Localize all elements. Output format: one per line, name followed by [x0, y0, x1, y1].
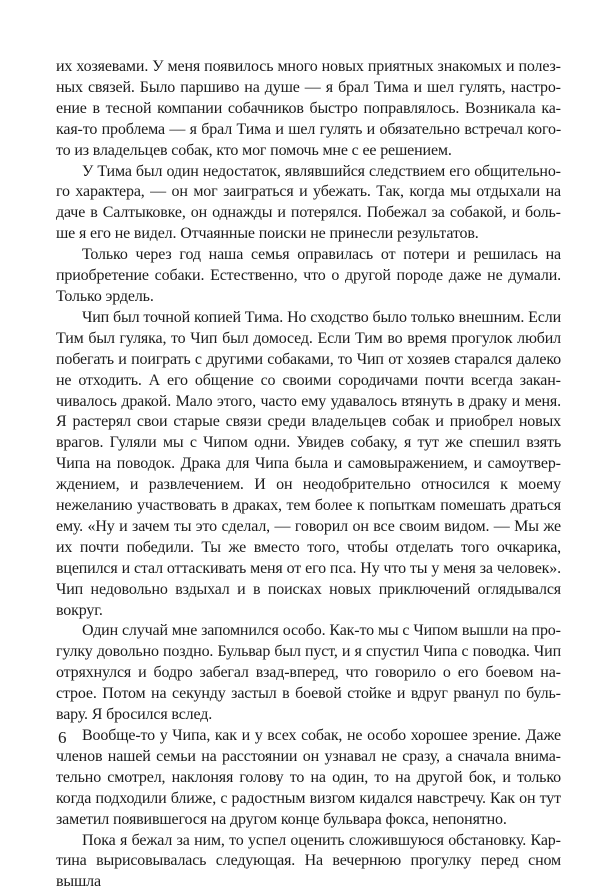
paragraph-chase: Пока я бежал за ним, то успел оценить сложившуюся обстановку. Картина вырисовывалась следующая. На вечернюю прогулку перед сном вышла	[56, 831, 561, 891]
paragraph-incident: Один случай мне запомнился особо. Как-то мы с Чипом вышли на прогулку довольно поздно. Бульвар был пуст, и я спустил Чипа с поводка. Чип отряхнулся и бодро забегал взад-вперед, что говорило о его боевом настрое. Потом на секунду застыл в боевой стойке и вдруг рванул по бульвару. Я бросился вслед.	[56, 622, 561, 724]
paragraph-eyesight: Вообще-то у Чипа, как и у всех собак, не особо хорошее зрение. Даже членов нашей семьи на расстоянии он узнавал не сразу, а сначала внимательно смотрел, наклоняя голову то на один, то на другой бок, и только когда подходили ближе, с радостным визгом кидался навстречу. Как он тут заметил появившегося на другом конце бульвара фокса, непонятно.	[56, 727, 561, 828]
paragraph-continuation: их хозяевами. У меня появилось много новых приятных знакомых и полезных связей. Было паршиво на душе — я брал Тима и шел гулять, настроение в тесной компании собачников быстро поправлялось. Возникала какая-то проблема — я брал Тима и шел гулять и обязательно встречал кого-то из владельцев собак, кто мог помочь мне с ее решением.	[56, 58, 561, 159]
paragraph-tim-character: У Тима был один недостаток, являвшийся следствием его общительного характера, — он мог заиграться и убежать. Так, когда мы отдыхали на даче в Салтыковке, он однажды и потерялся. Побежал за собакой, и больше я его не видел. Отчаянные поиски не принесли результатов.	[56, 162, 561, 243]
paragraph-chip: Чип был точной копией Тима. Но сходство было только внешним. Если Тим был гуляка, то Чип был домосед. Если Тим во время прогулок любил побегать и поиграть с другими собаками, то Чип от хозяев старался далеко не отходить. А его общение со своими сородичами почти всегда заканчивалось дракой. Мало этого, часто ему удавалось втянуть в драку и меня. Я растерял свои старые связи среди владельцев собак и приобрел новых врагов. Гуляли мы с Чипом одни. Увидев собаку, я тут же спешил взять Чипа на поводок. Драка для Чипа была и самовыражением, и самоутверждением, и развлечением. И он неодобрительно относился к моему нежеланию участвовать в драках, тем более к попыткам помешать драться ему. «Ну и зачем ты это сделал, — говорил он все своим видом. — Мы же их почти победили. Ты же вместо того, чтобы отделать того очкарика, вцепился и стал оттаскивать меня от его пса. Ну что ты у меня за человек». Чип недовольно вздыхал и в поисках новых приключений оглядывался вокруг.	[56, 308, 561, 619]
page-number: 6	[58, 728, 67, 747]
paragraph-new-dog: Только через год наша семья оправилась от потери и решилась на приобретение собаки. Естественно, что о другой породе даже не думали. Только эрдель.	[56, 246, 561, 305]
